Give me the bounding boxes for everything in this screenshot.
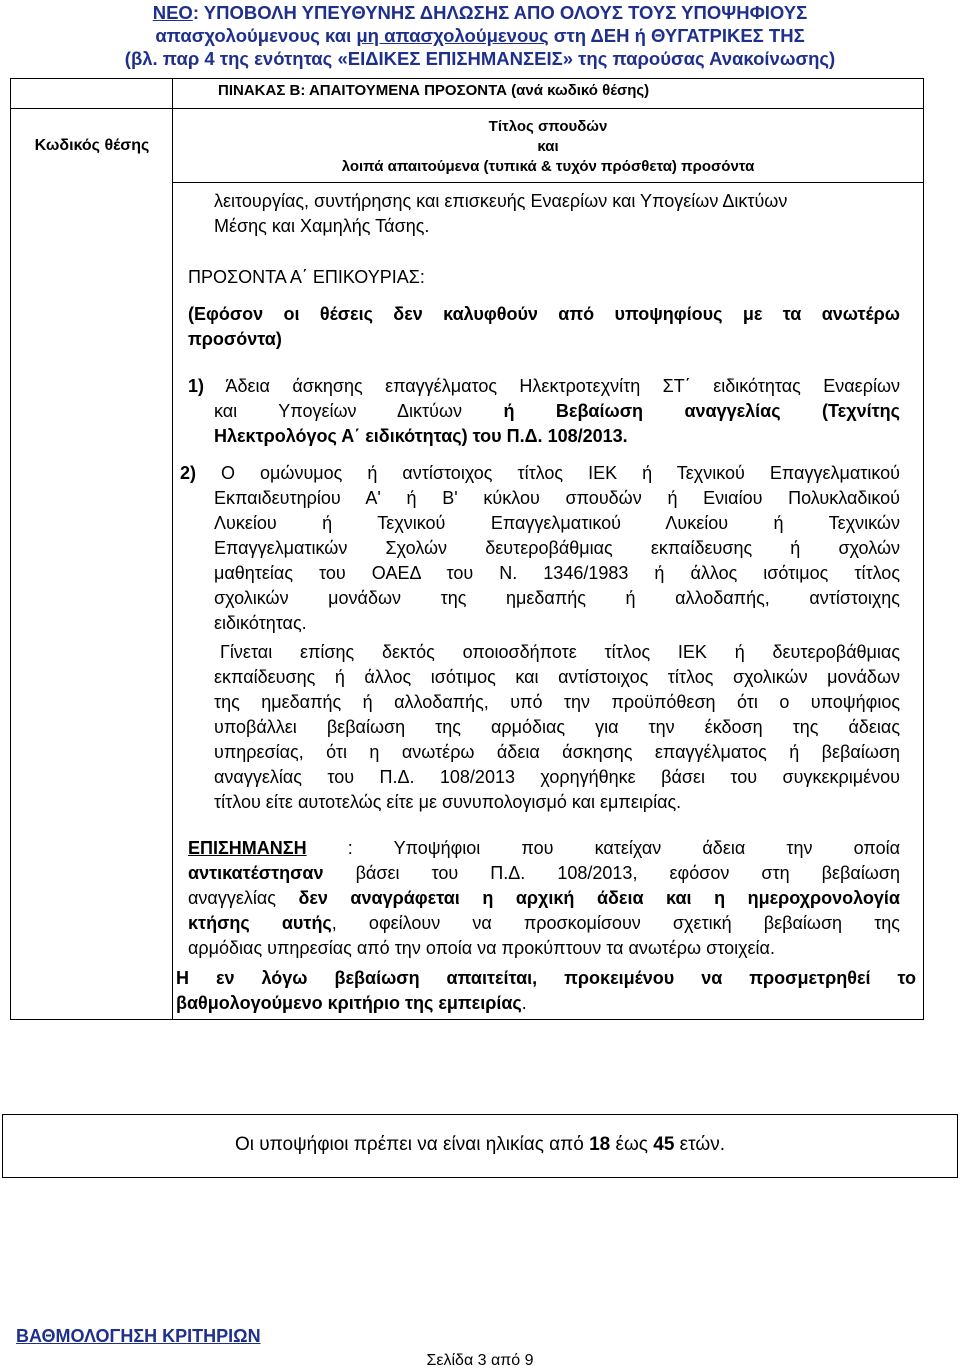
- note-text-1: : Υποψήφιοι που κατείχαν άδεια την οποία: [306, 838, 900, 858]
- table-title-divider: [10, 108, 924, 109]
- aux-qualifications-heading: ΠΡΟΣΟΝΤΑ Α΄ ΕΠΙΚΟΥΡΙΑΣ:: [188, 267, 425, 287]
- column-header-title-1: Τίτλος σπουδών: [488, 118, 608, 135]
- item-2-line-4: Επαγγελματικών Σχολών δευτεροβάθμιας εκπαίδευσης ή σχολών: [214, 538, 900, 558]
- note-label: ΕΠΙΣΗΜΑΝΣΗ: [188, 838, 307, 858]
- item-1-line-3: [214, 424, 900, 449]
- accepted-line-6: αναγγελίας του Π.Δ. 108/2013 χορηγήθηκε βάσει του συγκεκριμένου: [214, 767, 900, 787]
- header-line-2-underlined: μη απασχολούμενους: [356, 25, 549, 46]
- note-text-4a: κτήσης αυτής: [188, 913, 332, 933]
- column-header-title-3: λοιπά απαιτούμενα (τυπικά & τυχόν πρόσθετα) προσόντα: [341, 158, 755, 175]
- item-1-text-3a: Ηλεκτρολόγος Α΄ ειδικότητας) του Π.Δ.: [214, 426, 548, 446]
- continuation-line-1: λειτουργίας, συντήρησης και επισκευής Εναερίων και Υπογείων Δικτύων: [214, 191, 788, 211]
- note-text-3a: αναγγελίας: [188, 888, 299, 908]
- age-requirement-text: [2, 1133, 958, 1157]
- note-line-5: αρμόδιας υπηρεσίας από την οποία να προκύπτουν τα ανωτέρω στοιχεία.: [188, 938, 775, 958]
- item-1-text-1: Άδεια άσκησης επαγγέλματος Ηλεκτροτεχνίτη ΣΤ΄ ειδικότητας Εναερίων: [225, 376, 900, 396]
- accepted-line-5: υπηρεσίας, ότι η ανωτέρω άδεια άσκησης επαγγέλματος ή βεβαίωση: [214, 742, 900, 762]
- final-line-2: [176, 991, 916, 1016]
- table-title: ΠΙΝΑΚΑΣ Β: ΑΠΑΙΤΟΥΜΕΝΑ ΠΡΟΣΟΝΤΑ (ανά κωδικό θέσης): [218, 82, 650, 99]
- item-1-number: 1): [188, 376, 205, 396]
- final-text-2: βαθμολογούμενο κριτήριο της εμπειρίας: [176, 993, 522, 1013]
- column-header-title-2: και: [537, 138, 559, 155]
- table-column-divider: [172, 78, 173, 1020]
- header-line-2-c: στη ΔΕΗ ή ΘΥΓΑΤΡΙΚΕΣ ΤΗΣ: [548, 25, 805, 46]
- accepted-line-2: εκπαίδευσης ή άλλος ισότιμος και αντίστοιχος τίτλος σχολικών μονάδων: [214, 667, 900, 687]
- header-line-1-text: : ΥΠΟΒΟΛΗ ΥΠΕΥΘΥΝΗΣ ΔΗΛΩΣΗΣ ΑΠΟ ΟΛΟΥΣ ΤΟΥΣ ΥΠΟΨΗΦΙΟΥΣ: [192, 2, 808, 23]
- item-2-line-1: [180, 461, 900, 486]
- age-text-a: Οι υποψήφιοι πρέπει να είναι ηλικίας από: [235, 1134, 590, 1155]
- final-line-1: Η εν λόγω βεβαίωση απαιτείται, προκειμένου να προσμετρηθεί το: [176, 968, 916, 988]
- item-1-text-2a: και Υπογείων Δικτύων: [214, 401, 504, 421]
- item-1-text-3b: 108/2013.: [547, 426, 628, 446]
- age-min: 18: [589, 1134, 611, 1155]
- aux-note-line-2: προσόντα): [188, 329, 282, 349]
- aux-note-line-1: (Εφόσον οι θέσεις δεν καλυφθούν από υποψηφίους με τα ανωτέρω: [188, 304, 900, 324]
- header-line-1: [0, 2, 960, 24]
- accepted-line-1: Γίνεται επίσης δεκτός οποιοσδήποτε τίτλος ΙΕΚ ή δευτεροβάθμιας: [220, 642, 900, 662]
- scoring-criteria-title: ΒΑΘΜΟΛΟΓΗΣΗ ΚΡΙΤΗΡΙΩΝ: [16, 1326, 261, 1346]
- age-text-end: ετών.: [674, 1134, 725, 1155]
- item-2-line-6: σχολικών μονάδων της ημεδαπής ή αλλοδαπής, αντίστοιχης: [214, 588, 900, 608]
- item-2-line-5: μαθητείας του ΟΑΕΔ του Ν. 1346/1983 ή άλλος ισότιμος τίτλος: [214, 563, 900, 583]
- column-header-code: Κωδικός θέσης: [34, 137, 150, 154]
- age-text-mid: έως: [610, 1134, 654, 1155]
- header-new-label: ΝΕΟ: [152, 2, 193, 23]
- age-max: 45: [653, 1134, 675, 1155]
- note-text-2b: βάσει του Π.Δ. 108/2013, εφόσον στη βεβαίωση: [323, 863, 900, 883]
- item-1-line-2: [214, 399, 900, 424]
- header-line-2-a: απασχολούμενους και: [155, 25, 357, 46]
- item-2-number: 2): [180, 463, 197, 483]
- item-1-text-2b: ή Βεβαίωση αναγγελίας (Τεχνίτης: [503, 401, 900, 421]
- item-2-text-1: Ο ομώνυμος ή αντίστοιχος τίτλος ΙΕΚ ή Τεχνικού Επαγγελματικού: [221, 463, 900, 483]
- note-line-4: [188, 911, 900, 936]
- note-text-3b: δεν αναγράφεται η αρχική άδεια και η ημεροχρονολογία: [298, 888, 900, 908]
- item-2-line-2: Εκπαιδευτηρίου Α' ή Β' κύκλου σπουδών ή Ενιαίου Πολυκλαδικού: [214, 488, 900, 508]
- accepted-line-4: υποβάλλει βεβαίωση της αρμόδιας για την έκδοση της άδειας: [214, 717, 900, 737]
- note-line-3: [188, 886, 900, 911]
- note-line-2: [188, 861, 900, 886]
- table-header-divider: [172, 182, 924, 183]
- item-2-line-3: Λυκείου ή Τεχνικού Επαγγελματικού Λυκείου ή Τεχνικών: [214, 513, 900, 533]
- header-line-2: [0, 25, 960, 47]
- accepted-line-7: τίτλου είτε αυτοτελώς είτε με συνυπολογισμό και εμπειρίας.: [214, 792, 682, 812]
- final-text-2-end: .: [521, 993, 527, 1013]
- note-line-1: [188, 836, 900, 861]
- accepted-line-3: της ημεδαπής ή αλλοδαπής, υπό την προϋπόθεση ότι ο υποψήφιος: [214, 692, 900, 712]
- item-1-line-1: [188, 374, 900, 399]
- note-text-4b: , οφείλουν να προσκομίσουν σχετική βεβαίωση της: [331, 913, 900, 933]
- header-line-3: (βλ. παρ 4 της ενότητας «ΕΙΔΙΚΕΣ ΕΠΙΣΗΜΑΝΣΕΙΣ» της παρούσας Ανακοίνωσης): [124, 48, 836, 69]
- item-2-line-7: ειδικότητας.: [214, 613, 307, 633]
- continuation-line-2: Μέσης και Χαμηλής Τάσης.: [214, 216, 430, 236]
- page-number: Σελίδα 3 από 9: [426, 1352, 534, 1369]
- note-text-2a: αντικατέστησαν: [188, 863, 324, 883]
